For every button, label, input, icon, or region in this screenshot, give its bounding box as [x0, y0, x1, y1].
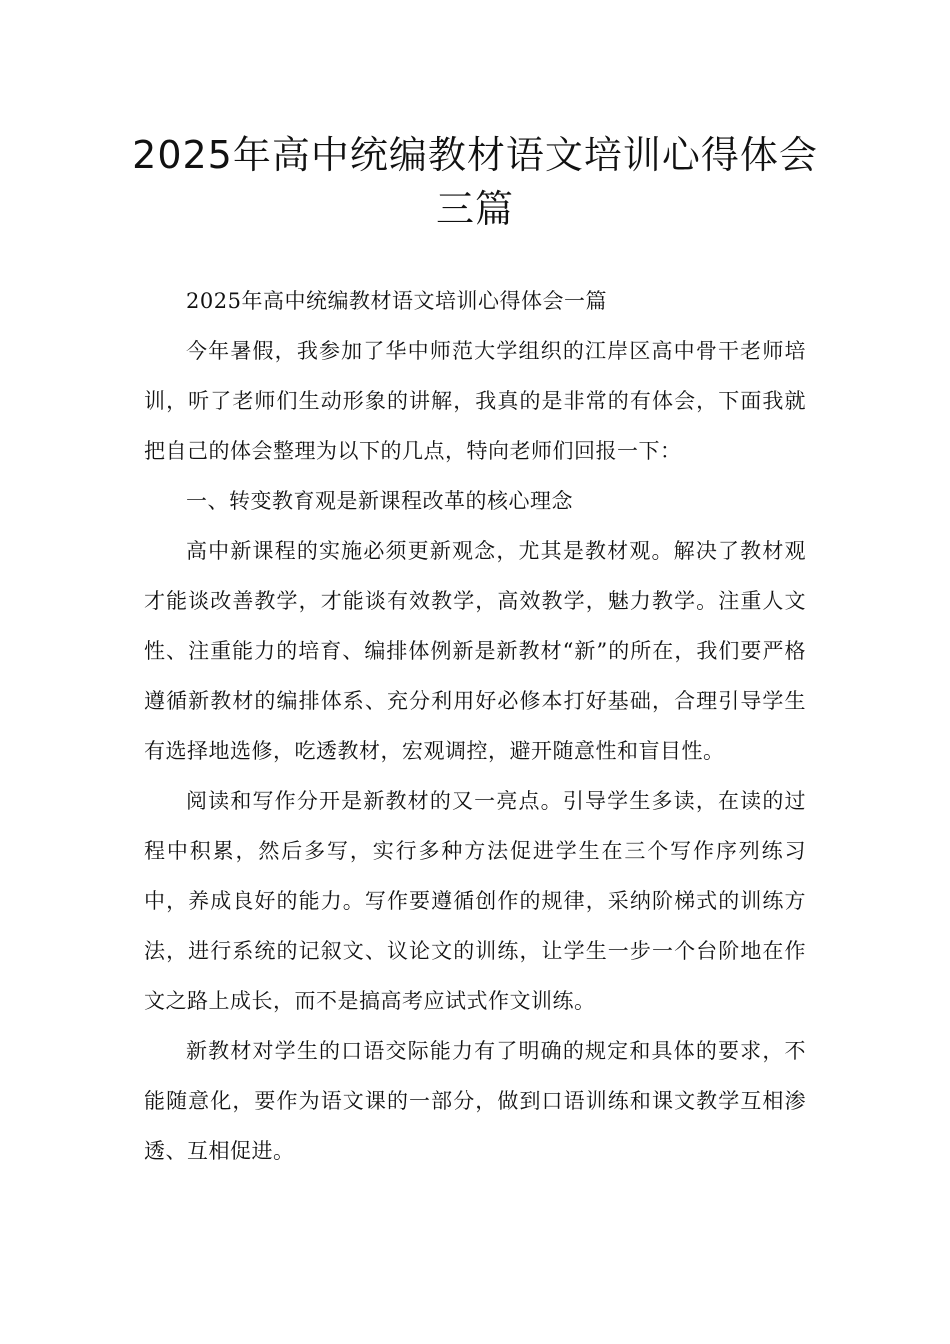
paragraph: 高中新课程的实施必须更新观念，尤其是教材观。解决了教材观才能谈改善教学，才能谈有效教学，高效教学，魅力教学。注重人文性、注重能力的培育、编排体例新是新教材“新”的所在，我们要严格遵循新教材的编排体系、充分利用好必修本打好基础，合理引导学生有选择地选修，吃透教材，宏观调控，避开随意性和盲目性。 [144, 539, 806, 763]
paragraph: 新教材对学生的口语交际能力有了明确的规定和具体的要求，不能随意化，要作为语文课的一部分，做到口语训练和课文教学互相渗透、互相促进。 [144, 1039, 806, 1163]
document-title [100, 128, 850, 236]
title-line-1: 2025年高中统编教材语文培训心得体会 [132, 133, 818, 177]
title-line-2: 三篇 [435, 187, 514, 231]
document-body [144, 276, 806, 1176]
section-heading: 2025年高中统编教材语文培训心得体会一篇 [186, 289, 607, 313]
paragraph: 今年暑假，我参加了华中师范大学组织的江岸区高中骨干老师培训，听了老师们生动形象的讲解，我真的是非常的有体会，下面我就把自己的体会整理为以下的几点，特向老师们回报一下： [144, 339, 806, 463]
paragraph: 阅读和写作分开是新教材的又一亮点。引导学生多读，在读的过程中积累，然后多写，实行多种方法促进学生在三个写作序列练习中，养成良好的能力。写作要遵循创作的规律，采纳阶梯式的训练方法，进行系统的记叙文、议论文的训练，让学生一步一个台阶地在作文之路上成长，而不是搞高考应试式作文训练。 [144, 789, 806, 1013]
subsection-heading: 一、转变教育观是新课程改革的核心理念 [186, 489, 573, 513]
